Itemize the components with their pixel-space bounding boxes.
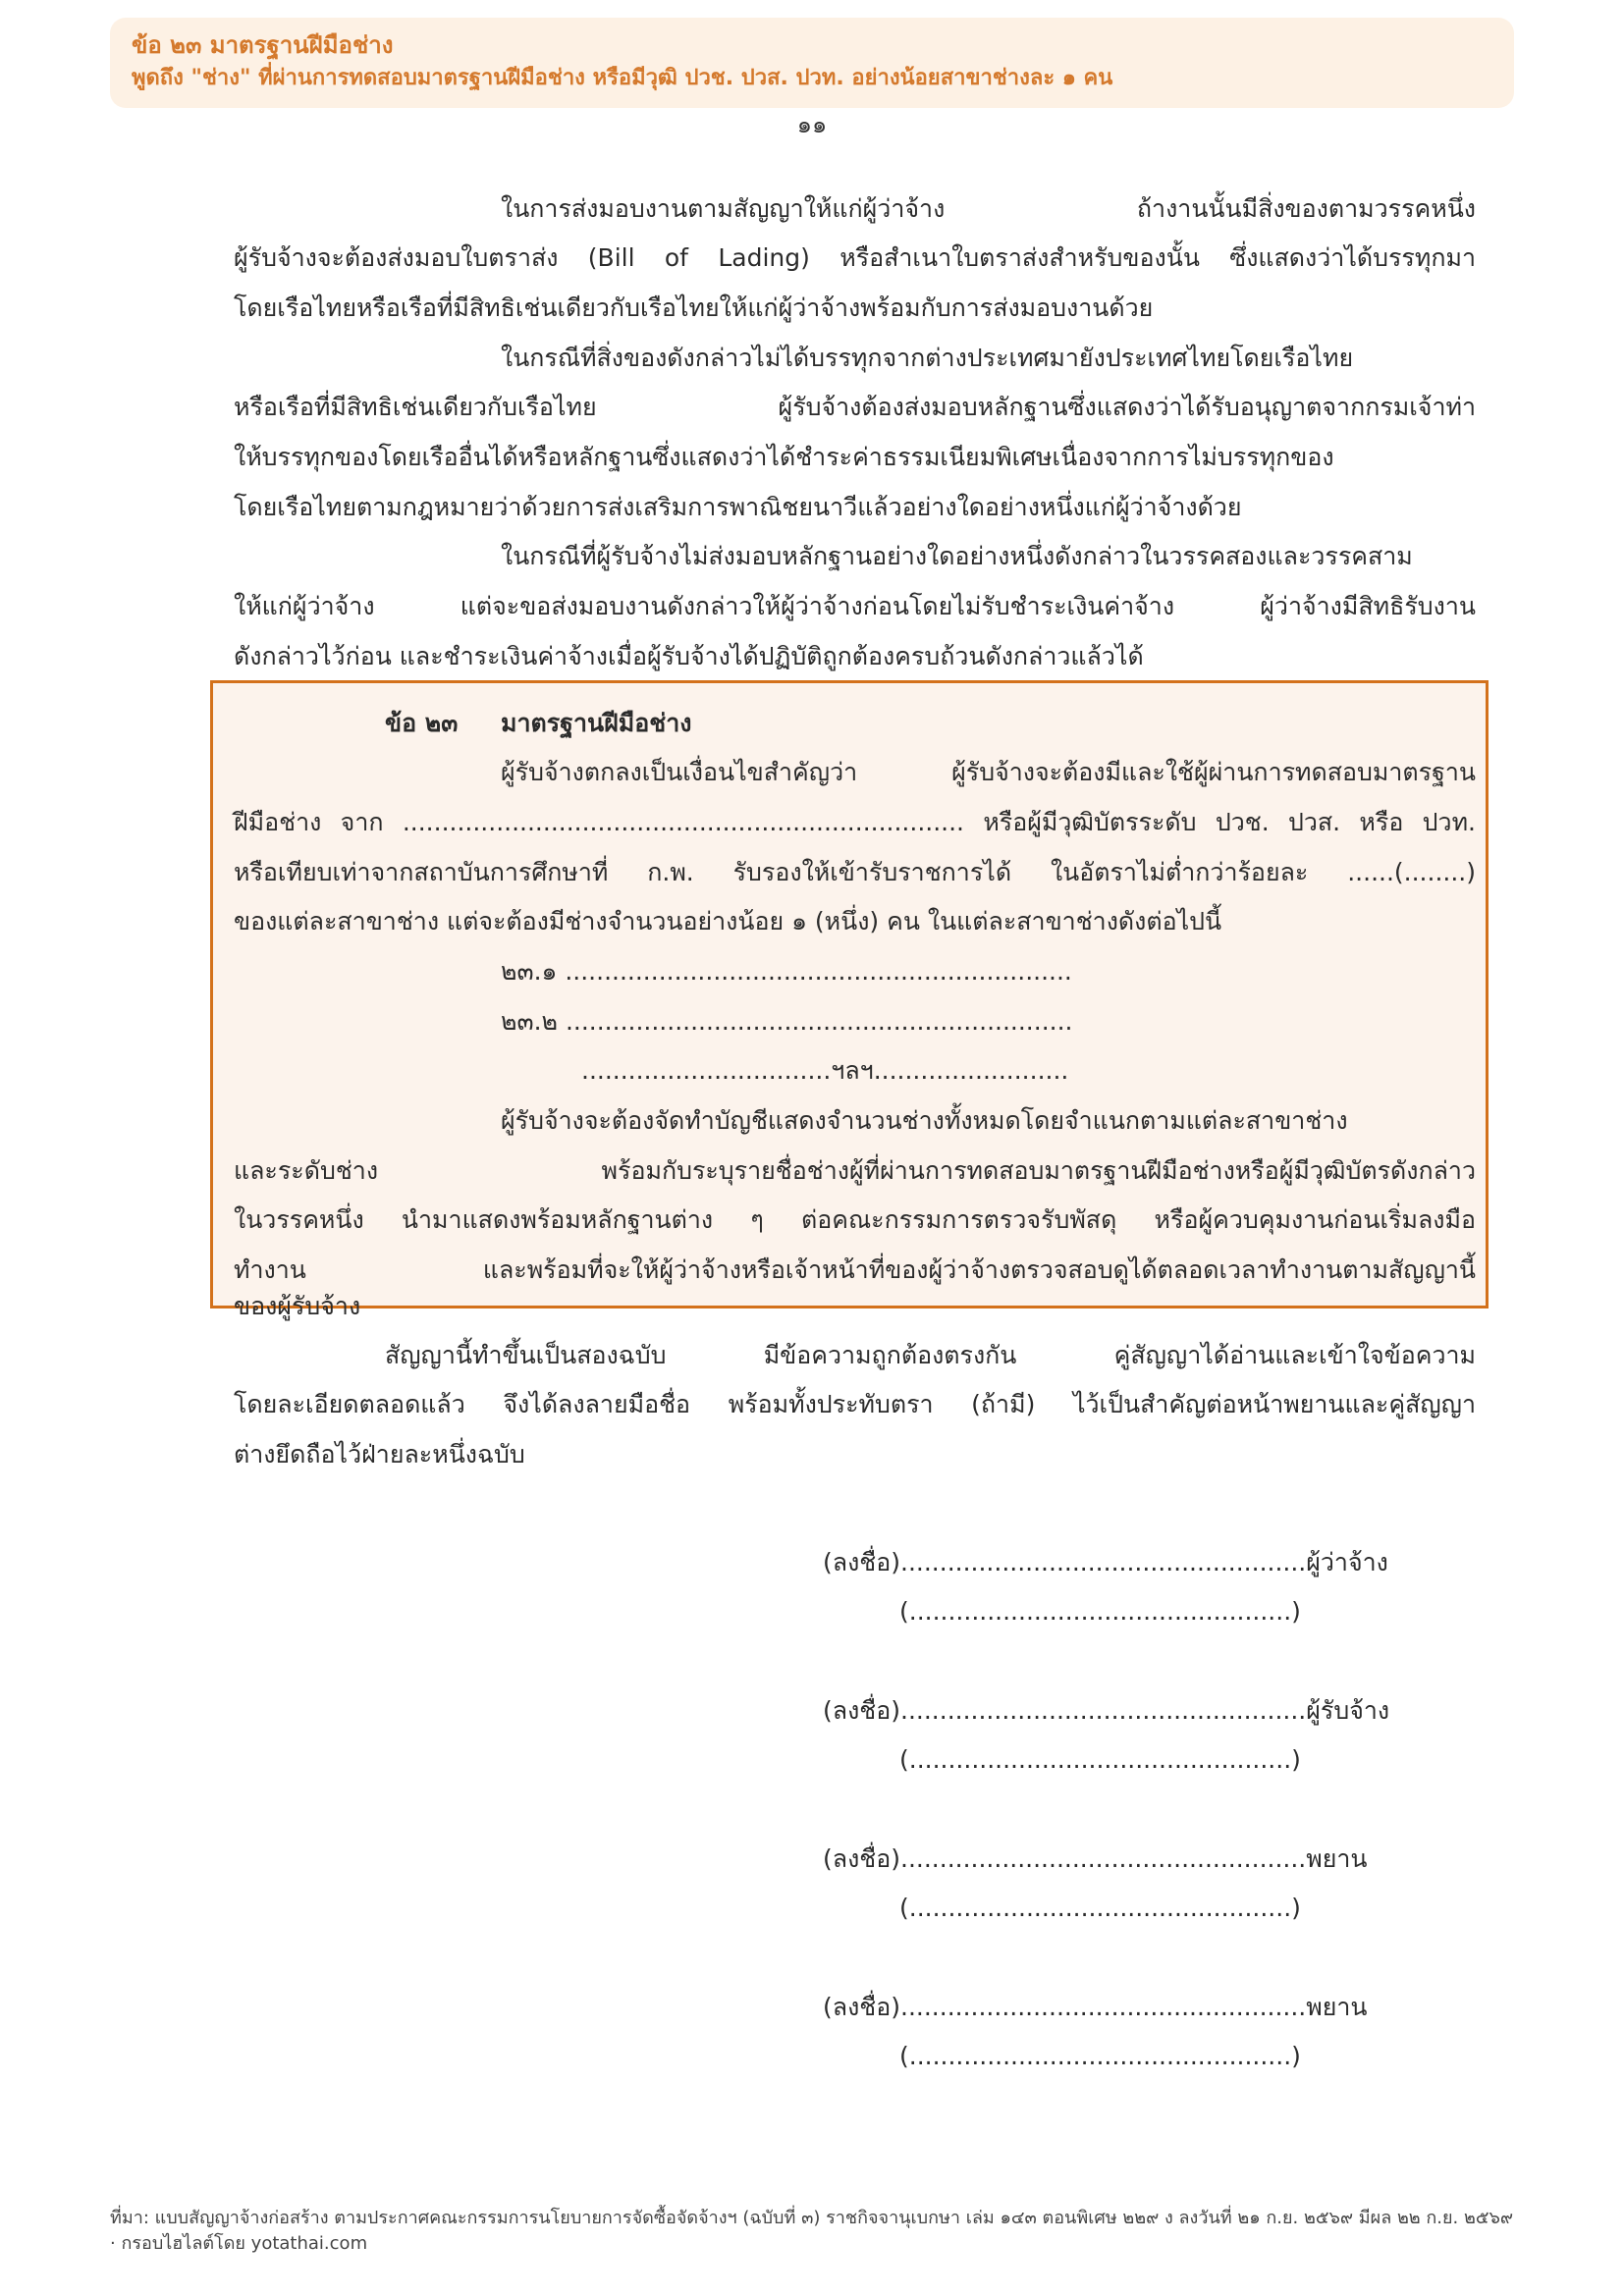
closing-line: ต่างยึดถือไว้ฝ่ายละหนึ่งฉบับ	[234, 1440, 525, 1468]
banner-title: ข้อ ๒๓ มาตรฐานฝีมือช่าง	[132, 31, 394, 59]
body-line: หรือเรือที่มีสิทธิเช่นเดียวกับเรือไทย ผู้รับจ้างต้องส่งมอบหลักฐานซึ่งแสดงว่าได้รับอนุญาตจากกรมเจ้าท่า	[234, 393, 1476, 421]
page-number: ๑๑	[796, 111, 828, 138]
body-line: ให้แก่ผู้ว่าจ้าง แต่จะขอส่งมอบงานดังกล่าวให้ผู้ว่าจ้างก่อนโดยไม่รับชำระเงินค่าจ้าง ผู้ว่าจ้างมีสิทธิรับงาน	[234, 592, 1476, 620]
banner-subtitle: พูดถึง "ช่าง" ที่ผ่านการทดสอบมาตรฐานฝีมือช่าง หรือมีวุฒิ ปวช. ปวส. ปวท. อย่างน้อยสาขาช่างละ ๑ คน	[132, 66, 1113, 90]
body-line: ในการส่งมอบงานตามสัญญาให้แก่ผู้ว่าจ้าง ถ้างานนั้นมีสิ่งของตามวรรคหนึ่ง	[501, 194, 1476, 223]
body-line: ให้บรรทุกของโดยเรืออื่นได้หรือหลักฐานซึ่งแสดงว่าได้ชำระค่าธรรมเนียมพิเศษเนื่องจากการไม่บรรทุกของ	[234, 443, 1334, 471]
clause-item: ................................ฯลฯ.........................	[581, 1056, 1069, 1085]
clause-item: ๒๓.๑ .................................................................	[501, 957, 1072, 986]
body-line: ผู้รับจ้างจะต้องส่งมอบใบตราส่ง (Bill of Lading) หรือสำเนาใบตราส่งสำหรับของนั้น ซึ่งแสดงว่าได้บรรทุกมา	[234, 243, 1476, 272]
signature-name-contractor: (.................................................)	[899, 1745, 1301, 1774]
clause-line: ของแต่ละสาขาช่าง แต่จะต้องมีช่างจำนวนอย่างน้อย ๑ (หนึ่ง) คน ในแต่ละสาขาช่างดังต่อไปนี้	[234, 907, 1222, 935]
clause-line: หรือเทียบเท่าจากสถาบันการศึกษาที่ ก.พ. รับรองให้เข้ารับราชการได้ ในอัตราไม่ต่ำกว่าร้อยละ ......(........)	[234, 858, 1476, 886]
clause-line: ฝีมือช่าง จาก ........................................................................ หรือผู้มีวุฒิบัตรระดับ ปวช. ปวส. หรือ ปวท.	[234, 808, 1476, 836]
clause-line: ผู้รับจ้างจะต้องจัดทำบัญชีแสดงจำนวนช่างทั้งหมดโดยจำแนกตามแต่ละสาขาช่าง	[501, 1106, 1348, 1135]
clause-line: ทำงาน และพร้อมที่จะให้ผู้ว่าจ้างหรือเจ้าหน้าที่ของผู้ว่าจ้างตรวจสอบดูได้ตลอดเวลาทำงานตามสัญญานี้	[234, 1255, 1476, 1284]
closing-line: สัญญานี้ทำขึ้นเป็นสองฉบับ มีข้อความถูกต้องตรงกัน คู่สัญญาได้อ่านและเข้าใจข้อความ	[385, 1341, 1476, 1369]
body-line: โดยเรือไทยตามกฎหมายว่าด้วยการส่งเสริมการพาณิชยนาวีแล้วอย่างใดอย่างหนึ่งแก่ผู้ว่าจ้างด้วย	[234, 493, 1242, 521]
clause-line: ผู้รับจ้างตกลงเป็นเงื่อนไขสำคัญว่า ผู้รับจ้างจะต้องมีและใช้ผู้ผ่านการทดสอบมาตรฐาน	[501, 758, 1476, 786]
body-line: ในกรณีที่ผู้รับจ้างไม่ส่งมอบหลักฐานอย่างใดอย่างหนึ่งดังกล่าวในวรรคสองและวรรคสาม	[501, 542, 1413, 570]
signature-name-witness-1: (.................................................)	[899, 1894, 1301, 1922]
signature-witness-2: (ลงชื่อ)....................................................พยาน	[823, 1993, 1368, 2021]
body-line: ในกรณีที่สิ่งของดังกล่าวไม่ได้บรรทุกจากต่างประเทศมายังประเทศไทยโดยเรือไทย	[501, 344, 1354, 372]
signature-name-employer: (.................................................)	[899, 1597, 1301, 1626]
signature-contractor: (ลงชื่อ)....................................................ผู้รับจ้าง	[823, 1696, 1390, 1725]
highlight-banner	[110, 18, 1514, 108]
clause-line: ของผู้รับจ้าง	[234, 1292, 361, 1320]
clause-number: ข้อ ๒๓	[385, 709, 459, 737]
closing-line: โดยละเอียดตลอดแล้ว จึงได้ลงลายมือชื่อ พร้อมทั้งประทับตรา (ถ้ามี) ไว้เป็นสำคัญต่อหน้าพยานและคู่สัญญา	[234, 1390, 1476, 1418]
clause-title: มาตรฐานฝีมือช่าง	[501, 709, 692, 737]
clause-item: ๒๓.๒ .................................................................	[501, 1007, 1073, 1036]
clause-line: และระดับช่าง พร้อมกับระบุรายชื่อช่างผู้ที่ผ่านการทดสอบมาตรฐานฝีมือช่างหรือผู้มีวุฒิบัตรดังกล่าว	[234, 1156, 1476, 1185]
signature-employer: (ลงชื่อ)....................................................ผู้ว่าจ้าง	[823, 1548, 1388, 1576]
clause-line: ในวรรคหนึ่ง นำมาแสดงพร้อมหลักฐานต่าง ๆ ต่อคณะกรรมการตรวจรับพัสดุ หรือผู้ควบคุมงานก่อนเริ่มลงมือ	[234, 1205, 1476, 1234]
source-note: ที่มา: แบบสัญญาจ้างก่อสร้าง ตามประกาศคณะกรรมการนโยบายการจัดซื้อจัดจ้างฯ (ฉบับที่ ๓) ราชกิจจานุเบกษา เล่ม ๑๔๓ ตอนพิเศษ ๒๒๙ ง ลงวันที่ ๒๑ ก.ย. ๒๕๖๙ มีผล ๒๒ ก.ย. ๒๕๖๙ · กรอบไฮไลต์โดย yotathai.com	[110, 2208, 1514, 2254]
signature-name-witness-2: (.................................................)	[899, 2042, 1301, 2070]
signature-witness-1: (ลงชื่อ)....................................................พยาน	[823, 1844, 1368, 1873]
body-line: ดังกล่าวไว้ก่อน และชำระเงินค่าจ้างเมื่อผู้รับจ้างได้ปฏิบัติถูกต้องครบถ้วนดังกล่าวแล้วได้	[234, 642, 1144, 670]
body-line: โดยเรือไทยหรือเรือที่มีสิทธิเช่นเดียวกับเรือไทยให้แก่ผู้ว่าจ้างพร้อมกับการส่งมอบงานด้วย	[234, 294, 1154, 322]
